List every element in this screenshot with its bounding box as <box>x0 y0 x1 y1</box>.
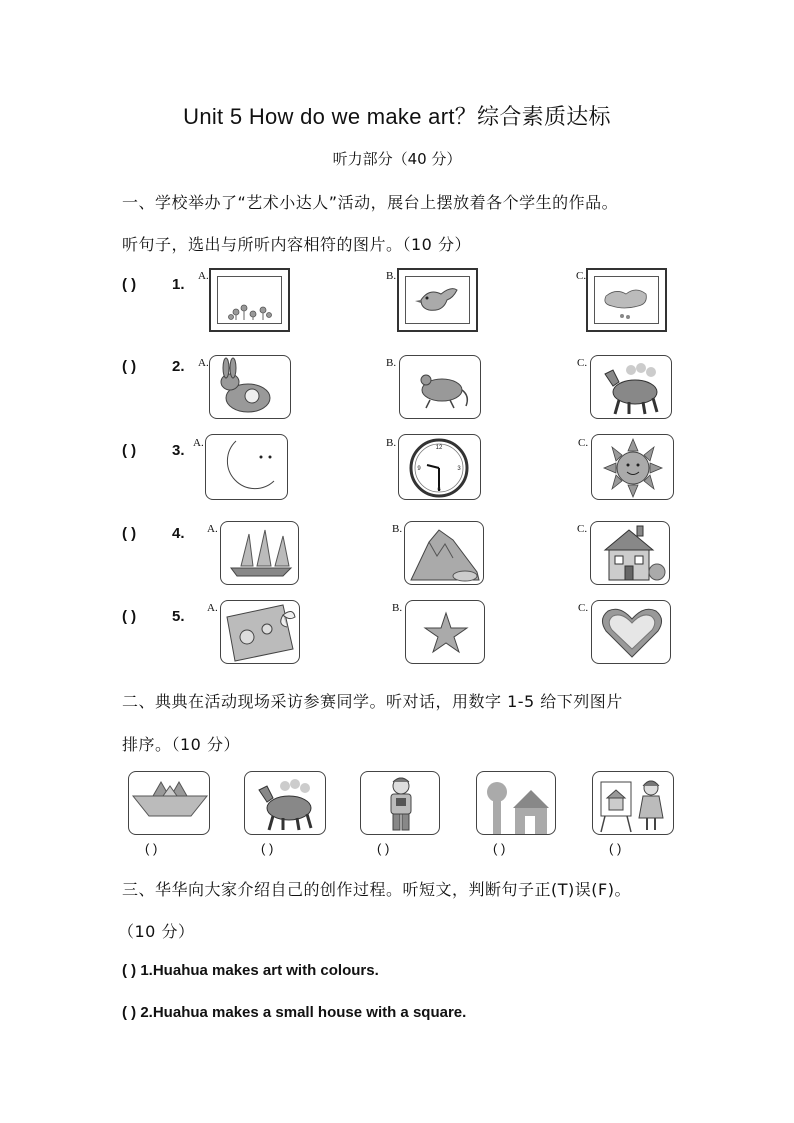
option-label-a: A. <box>207 523 218 535</box>
boy-photographer-card[interactable] <box>360 771 440 835</box>
papercut-horse-card-2[interactable] <box>244 771 326 835</box>
section3-instruction-line2: （10 分） <box>118 922 195 941</box>
order-blank-4[interactable]: ( ) <box>493 841 506 856</box>
answer-blank-tf2[interactable]: ( ) <box>122 1004 137 1021</box>
section2-instruction-line1: 二、典典在活动现场采访参赛同学。听对话，用数字 1-5 给下列图片 <box>122 692 623 711</box>
papercut-rabbit-card[interactable] <box>209 355 291 419</box>
option-label-c: C. <box>578 602 589 614</box>
option-label-b: B. <box>386 357 397 369</box>
question-number-q3: 3. <box>172 442 185 459</box>
shapes-house-card[interactable] <box>476 771 556 835</box>
sun-icon <box>592 435 674 500</box>
landscape-icon <box>588 270 665 330</box>
svg-text:9: 9 <box>417 466 421 472</box>
answer-blank-tf1[interactable]: ( ) <box>122 962 137 979</box>
star-card[interactable] <box>405 600 485 664</box>
statement-text: 2.Huahua makes a small house with a square. <box>140 1004 467 1021</box>
option-label-b: B. <box>386 437 397 449</box>
answer-blank-q1[interactable]: ( ) <box>122 276 137 293</box>
order-blank-5[interactable]: ( ) <box>609 841 622 856</box>
bird-icon <box>399 270 476 330</box>
section-heading-listening: 听力部分（40 分） <box>332 150 462 168</box>
ship-card[interactable] <box>220 521 299 585</box>
mountain-card[interactable] <box>404 521 484 585</box>
girl-at-easel-icon <box>593 772 674 835</box>
answer-blank-q5[interactable]: ( ) <box>122 608 137 625</box>
mountain-icon <box>405 522 484 585</box>
section1-instruction-line2: 听句子，选出与所听内容相符的图片。（10 分） <box>122 235 471 254</box>
paper-boat-card[interactable] <box>128 771 210 835</box>
option-label-a: A. <box>207 602 218 614</box>
question-number-q1: 1. <box>172 276 185 293</box>
framed-picture-landscape[interactable] <box>586 268 667 332</box>
option-label-c: C. <box>576 270 587 282</box>
svg-text:12: 12 <box>435 445 443 451</box>
framed-picture-bird[interactable] <box>397 268 478 332</box>
star-icon <box>406 601 485 664</box>
order-blank-2[interactable]: ( ) <box>261 841 274 856</box>
house-icon <box>591 522 670 585</box>
order-blank-1[interactable]: ( ) <box>145 841 158 856</box>
true-false-item-1 <box>122 962 379 979</box>
heart-card[interactable] <box>591 600 671 664</box>
question-number-q5: 5. <box>172 608 185 625</box>
section2-instruction-line2: 排序。（10 分） <box>122 735 240 754</box>
section3-instruction-line1: 三、华华向大家介绍自己的创作过程。听短文，判断句子正(T)误(F)。 <box>122 880 631 899</box>
option-label-c: C. <box>577 357 588 369</box>
heart-icon <box>592 601 671 664</box>
answer-blank-q2[interactable]: ( ) <box>122 358 137 375</box>
girl-painting-card[interactable] <box>592 771 674 835</box>
option-label-b: B. <box>392 523 403 535</box>
clock-icon <box>399 435 481 500</box>
boy-with-camera-icon <box>361 772 440 835</box>
shapes-icon <box>477 772 556 835</box>
horse-icon <box>591 356 672 419</box>
section1-instruction-line1: 一、学校举办了“艺术小达人”活动，展台上摆放着各个学生的作品。 <box>122 193 619 212</box>
option-label-c: C. <box>577 523 588 535</box>
question-number-q2: 2. <box>172 358 185 375</box>
rabbit-icon <box>210 356 291 419</box>
clock-card[interactable] <box>398 434 481 500</box>
house-card[interactable] <box>590 521 670 585</box>
moon-card[interactable] <box>205 434 288 500</box>
answer-blank-q4[interactable]: ( ) <box>122 525 137 542</box>
sun-card[interactable] <box>591 434 674 500</box>
svg-text:3: 3 <box>457 466 461 472</box>
page-title: Unit 5 How do we make art？综合素质达标 <box>183 104 611 129</box>
greeting-card-icon <box>221 601 300 664</box>
option-label-a: A. <box>198 270 209 282</box>
papercut-horse-card[interactable] <box>590 355 672 419</box>
option-label-b: B. <box>392 602 403 614</box>
statement-text: 1.Huahua makes art with colours. <box>140 962 379 979</box>
option-label-a: A. <box>198 357 209 369</box>
card-with-bow[interactable] <box>220 600 300 664</box>
papercut-mouse-card[interactable] <box>399 355 481 419</box>
option-label-c: C. <box>578 437 589 449</box>
crescent-moon-icon <box>206 435 288 500</box>
question-number-q4: 4. <box>172 525 185 542</box>
flowers-icon <box>211 270 288 330</box>
framed-picture-flowers[interactable] <box>209 268 290 332</box>
option-label-b: B. <box>386 270 397 282</box>
order-blank-3[interactable]: ( ) <box>377 841 390 856</box>
horse-icon <box>245 772 326 835</box>
answer-blank-q3[interactable]: ( ) <box>122 442 137 459</box>
svg-text:6: 6 <box>437 487 441 493</box>
sailboat-icon <box>221 522 299 585</box>
paper-boat-icon <box>129 772 210 835</box>
option-label-a: A. <box>193 437 204 449</box>
true-false-item-2 <box>122 1004 466 1021</box>
mouse-icon <box>400 356 481 419</box>
